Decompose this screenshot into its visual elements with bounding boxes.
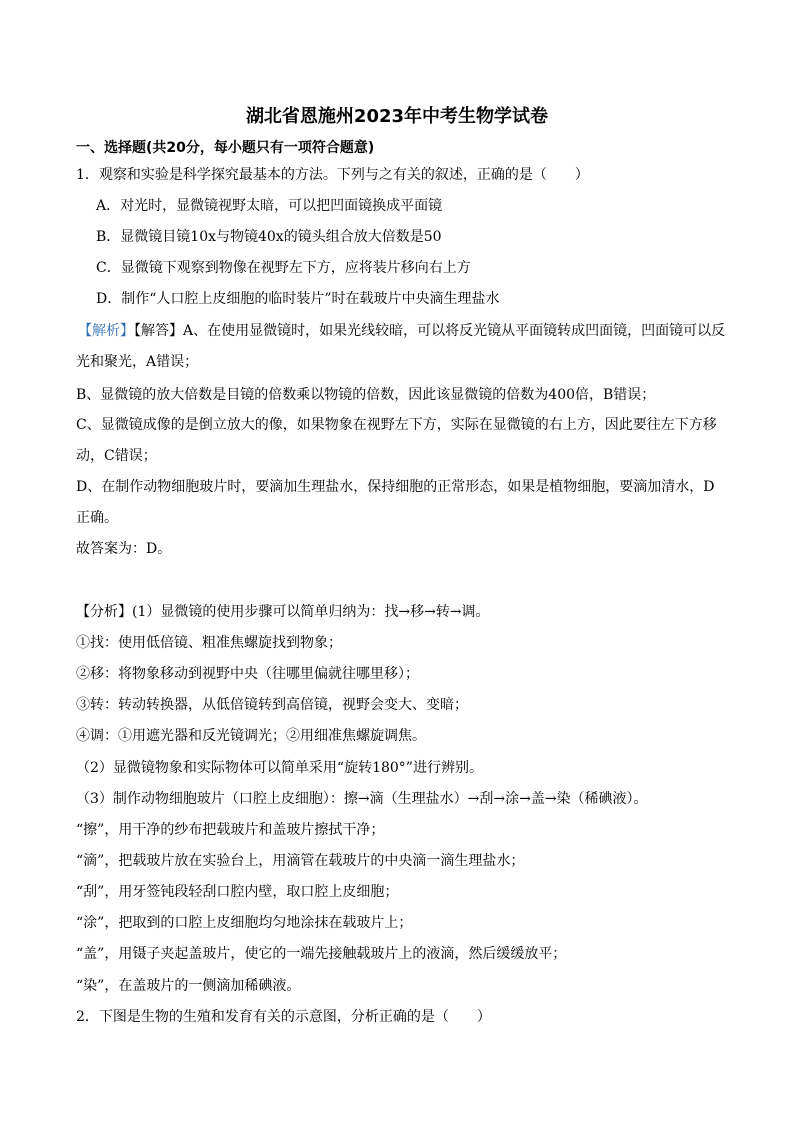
question-1-option-b: B．显微镜目镜10x与物镜40x的镜头组合放大倍数是50: [96, 229, 442, 245]
answer-line: 正确。: [76, 510, 118, 526]
analysis-line: （3）制作动物细胞玻片（口腔上皮细胞）：擦→滴（生理盐水）→刮→涂→盖→染（稀碘液）。: [76, 791, 648, 807]
question-1-option-c: C．显微镜下观察到物像在视野左下方，应将装片移向右上方: [96, 260, 471, 276]
answer-line: 动，C错误；: [76, 448, 157, 464]
question-1-option-a: A．对光时，显微镜视野太暗，可以把凹面镜换成平面镜: [96, 198, 443, 214]
page-title: 湖北省恩施州2023年中考生物学试卷: [245, 106, 549, 127]
question-1-stem: 1．观察和实验是科学探究最基本的方法。下列与之有关的叙述，正确的是（ ）: [76, 167, 589, 183]
answer-line: C、显微镜成像的是倒立放大的像，如果物象在视野左下方，实际在显微镜的右上方，因此要往左下方移: [76, 417, 717, 433]
answer-line: [78, 322, 725, 340]
analysis-line: ①找：使用低倍镜、粗准焦螺旋找到物象；: [76, 635, 342, 651]
answer-line: D、在制作动物细胞玻片时，要滴加生理盐水，保持细胞的正常形态，如果是植物细胞，要滴加清水，D: [76, 479, 715, 495]
analysis-line: ②移：将物象移动到视野中央（往哪里偏就往哪里移）；: [76, 666, 419, 682]
answer-text: 【解答】A、在使用显微镜时，如果光线较暗，可以将反光镜从平面镜转成凹面镜，凹面镜可以反: [134, 323, 726, 339]
analysis-line: “刮”，用牙签钝段轻刮口腔内壁，取口腔上皮细胞；: [76, 884, 399, 900]
analysis-line: “滴”，把载玻片放在实验台上，用滴管在载玻片的中央滴一滴生理盐水；: [76, 853, 525, 869]
analysis-line: ④调：①用遮光器和反光镜调光；②用细准焦螺旋调焦。: [76, 728, 426, 744]
analysis-line: （2）显微镜物象和实际物体可以简单采用“旋转180°”进行辨别。: [76, 760, 483, 776]
answer-line: 故答案为：D。: [76, 541, 172, 557]
section-heading: 一、选择题(共20分，每小题只有一项符合题意): [76, 140, 375, 156]
analysis-line: “擦”，用干净的纱布把载玻片和盖玻片擦拭干净；: [76, 822, 385, 838]
question-2-stem: 2．下图是生物的生殖和发育有关的示意图，分析正确的是（ ）: [76, 1009, 491, 1025]
analysis-tag: 【解析】: [78, 323, 134, 339]
analysis-line: 【分析】(1）显微镜的使用步骤可以简单归纳为：找→移→转→调。: [76, 604, 490, 620]
analysis-line: “染”，在盖玻片的一侧滴加稀碘液。: [76, 978, 301, 994]
analysis-line: ③转：转动转换器，从低倍镜转到高倍镜，视野会变大、变暗；: [76, 697, 468, 713]
analysis-line: “涂”，把取到的口腔上皮细胞均匀地涂抹在载玻片上；: [76, 915, 413, 931]
answer-line: 光和聚光，A错误；: [76, 354, 199, 370]
question-1-option-d: D．制作“人口腔上皮细胞的临时装片”时在载玻片中央滴生理盐水: [96, 291, 500, 307]
answer-line: B、显微镜的放大倍数是目镜的倍数乘以物镜的倍数，因此该显微镜的倍数为400倍，B错误；: [76, 387, 656, 403]
analysis-line: “盖”，用镊子夹起盖玻片，使它的一端先接触载玻片上的液滴，然后缓缓放平；: [76, 946, 567, 962]
